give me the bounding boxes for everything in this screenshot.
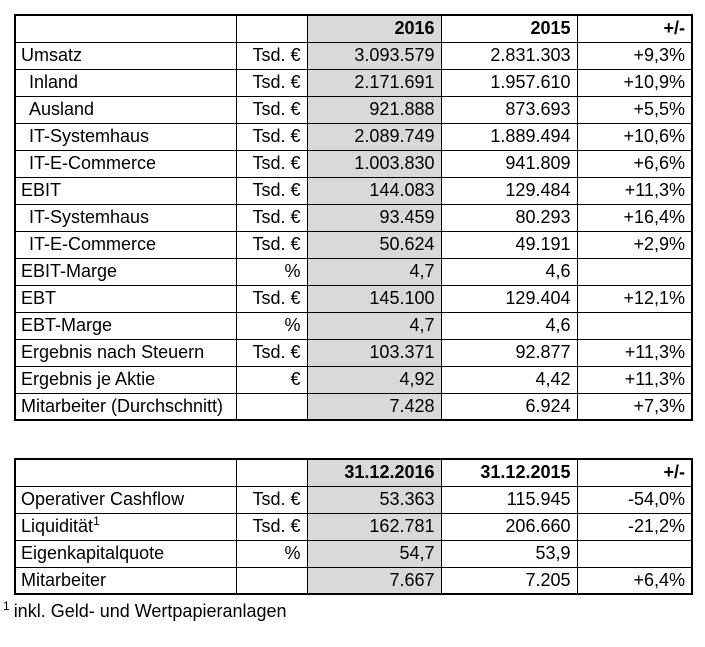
value-prior-cell: 129.404 (441, 285, 577, 312)
delta-cell: +9,3% (577, 42, 692, 69)
unit-cell: Tsd. € (236, 339, 307, 366)
value-current-cell: 3.093.579 (307, 42, 441, 69)
row-label: Umsatz (15, 42, 236, 69)
unit-cell: Tsd. € (236, 42, 307, 69)
unit-cell: Tsd. € (236, 177, 307, 204)
value-current-cell: 144.083 (307, 177, 441, 204)
value-prior-cell: 115.945 (441, 486, 577, 513)
col-header-unit (236, 459, 307, 486)
col-header-label (15, 15, 236, 42)
value-prior-cell: 4,42 (441, 366, 577, 393)
delta-cell: +7,3% (577, 393, 692, 420)
table-row (15, 339, 692, 366)
delta-cell (577, 258, 692, 285)
row-label: Mitarbeiter (Durchschnitt) (15, 393, 236, 420)
row-label: Inland (15, 69, 236, 96)
row-label: Eigenkapitalquote (15, 540, 236, 567)
unit-cell: € (236, 366, 307, 393)
col-header-delta: +/- (577, 15, 692, 42)
col-header-period-current: 31.12.2016 (307, 459, 441, 486)
table-row (15, 258, 692, 285)
delta-cell: +11,3% (577, 339, 692, 366)
table-row (15, 150, 692, 177)
footnote-ref: 1 (93, 514, 100, 528)
delta-cell: +6,4% (577, 567, 692, 594)
unit-cell (236, 393, 307, 420)
table-row (15, 312, 692, 339)
unit-cell: Tsd. € (236, 513, 307, 540)
unit-cell: % (236, 258, 307, 285)
delta-cell: +5,5% (577, 96, 692, 123)
table-row (15, 486, 692, 513)
col-header-label (15, 459, 236, 486)
row-label: Ausland (15, 96, 236, 123)
delta-cell: -21,2% (577, 513, 692, 540)
row-label: Liquidität$^1$ (15, 513, 236, 540)
unit-cell: Tsd. € (236, 285, 307, 312)
col-header-period-current: 2016 (307, 15, 441, 42)
value-prior-cell: 4,6 (441, 258, 577, 285)
footnote-marker: 1 (3, 599, 10, 613)
header-row (15, 15, 692, 42)
table-row (15, 285, 692, 312)
unit-cell: Tsd. € (236, 486, 307, 513)
unit-cell: % (236, 312, 307, 339)
row-label: IT-Systemhaus (15, 123, 236, 150)
table-row (15, 123, 692, 150)
value-prior-cell: 49.191 (441, 231, 577, 258)
value-prior-cell: 4,6 (441, 312, 577, 339)
unit-cell: Tsd. € (236, 123, 307, 150)
value-prior-cell: 873.693 (441, 96, 577, 123)
table-row (15, 96, 692, 123)
row-label: EBT (15, 285, 236, 312)
value-prior-cell: 53,9 (441, 540, 577, 567)
unit-cell (236, 567, 307, 594)
value-current-cell: 1.003.830 (307, 150, 441, 177)
table-row (15, 393, 692, 420)
value-current-cell: 50.624 (307, 231, 441, 258)
value-prior-cell: 7.205 (441, 567, 577, 594)
header-row (15, 459, 692, 486)
footnote-text: inkl. Geld- und Wertpapieranlagen (13, 601, 287, 621)
value-current-cell: 7.667 (307, 567, 441, 594)
value-prior-cell: 129.484 (441, 177, 577, 204)
value-prior-cell: 941.809 (441, 150, 577, 177)
row-label: IT-E-Commerce (15, 231, 236, 258)
value-prior-cell: 80.293 (441, 204, 577, 231)
value-current-cell: 2.171.691 (307, 69, 441, 96)
col-header-period-prior: 31.12.2015 (441, 459, 577, 486)
value-prior-cell: 206.660 (441, 513, 577, 540)
value-current-cell: 4,92 (307, 366, 441, 393)
row-label: IT-E-Commerce (15, 150, 236, 177)
value-current-cell: 7.428 (307, 393, 441, 420)
value-prior-cell: 2.831.303 (441, 42, 577, 69)
table-row (15, 567, 692, 594)
value-prior-cell: 92.877 (441, 339, 577, 366)
value-current-cell: 162.781 (307, 513, 441, 540)
row-label: EBT-Marge (15, 312, 236, 339)
row-label: IT-Systemhaus (15, 204, 236, 231)
delta-cell: +10,6% (577, 123, 692, 150)
row-label: Ergebnis nach Steuern (15, 339, 236, 366)
value-current-cell: 4,7 (307, 258, 441, 285)
table-row (15, 540, 692, 567)
footnote (3, 601, 705, 622)
unit-cell: Tsd. € (236, 150, 307, 177)
delta-cell: +11,3% (577, 366, 692, 393)
table-row (15, 204, 692, 231)
year-end-kpi-table (14, 458, 693, 595)
value-prior-cell: 1.889.494 (441, 123, 577, 150)
value-current-cell: 103.371 (307, 339, 441, 366)
table-row (15, 366, 692, 393)
table-row (15, 513, 692, 540)
unit-cell: Tsd. € (236, 231, 307, 258)
full-year-kpi-table (14, 14, 693, 421)
row-label: Ergebnis je Aktie (15, 366, 236, 393)
delta-cell: +6,6% (577, 150, 692, 177)
delta-cell: +16,4% (577, 204, 692, 231)
value-current-cell: 93.459 (307, 204, 441, 231)
delta-cell (577, 540, 692, 567)
delta-cell: +12,1% (577, 285, 692, 312)
delta-cell: -54,0% (577, 486, 692, 513)
value-current-cell: 53.363 (307, 486, 441, 513)
unit-cell: Tsd. € (236, 69, 307, 96)
row-label: EBIT (15, 177, 236, 204)
value-current-cell: 145.100 (307, 285, 441, 312)
row-label: Operativer Cashflow (15, 486, 236, 513)
table-row (15, 177, 692, 204)
table-row (15, 42, 692, 69)
table-row (15, 231, 692, 258)
delta-cell: +10,9% (577, 69, 692, 96)
row-label: EBIT-Marge (15, 258, 236, 285)
value-current-cell: 4,7 (307, 312, 441, 339)
delta-cell (577, 312, 692, 339)
delta-cell: +2,9% (577, 231, 692, 258)
unit-cell: Tsd. € (236, 96, 307, 123)
unit-cell: Tsd. € (236, 204, 307, 231)
col-header-delta: +/- (577, 459, 692, 486)
value-current-cell: 921.888 (307, 96, 441, 123)
col-header-period-prior: 2015 (441, 15, 577, 42)
value-prior-cell: 6.924 (441, 393, 577, 420)
unit-cell: % (236, 540, 307, 567)
row-label: Mitarbeiter (15, 567, 236, 594)
col-header-unit (236, 15, 307, 42)
value-prior-cell: 1.957.610 (441, 69, 577, 96)
table-row (15, 69, 692, 96)
value-current-cell: 54,7 (307, 540, 441, 567)
value-current-cell: 2.089.749 (307, 123, 441, 150)
delta-cell: +11,3% (577, 177, 692, 204)
